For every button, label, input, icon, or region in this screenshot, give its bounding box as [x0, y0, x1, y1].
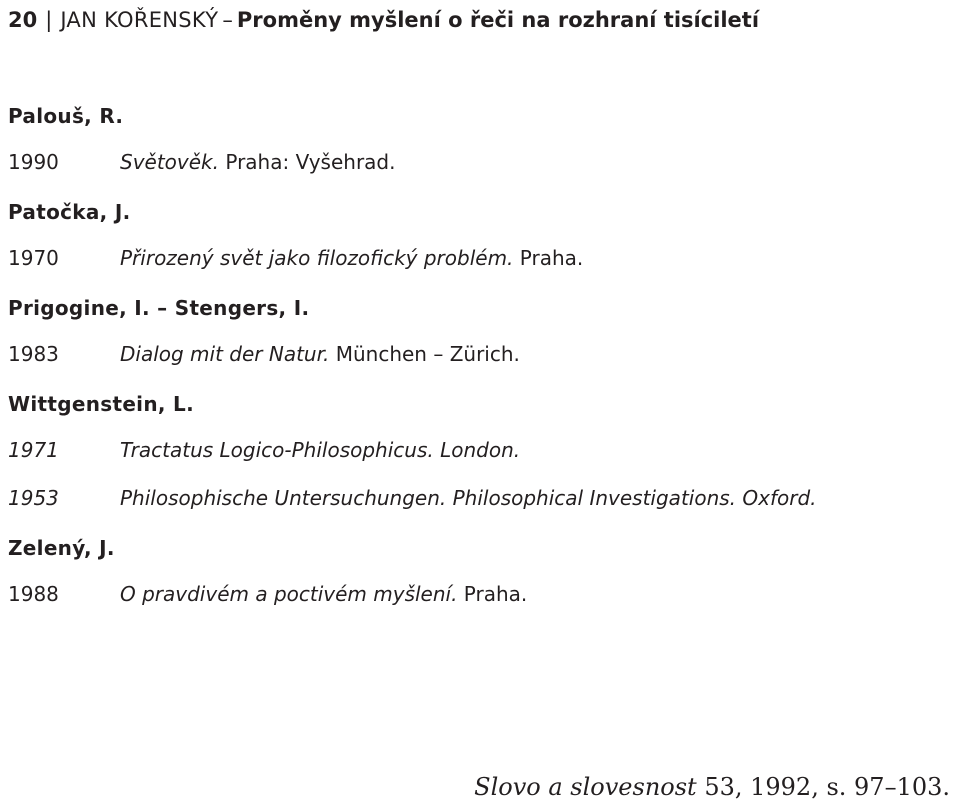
bib-text: [120, 243, 952, 273]
header-title: Proměny myšlení o řeči na rozhraní tisíciletí: [236, 8, 760, 32]
bib-title: Dialog mit der Natur.: [120, 342, 330, 366]
bib-work: [8, 435, 952, 465]
bib-text: [120, 579, 952, 609]
bib-author: Prigogine, I. – Stengers, I.: [8, 296, 310, 320]
bibliography: [8, 103, 952, 609]
header-separator: |: [45, 8, 53, 32]
bib-author: Palouš, R.: [8, 104, 124, 128]
bib-year: 1970: [8, 246, 59, 270]
bib-year: 1971: [8, 438, 59, 462]
bib-work: [8, 579, 952, 609]
header-author: JAN KOŘENSKÝ: [60, 8, 219, 32]
bib-work: [8, 147, 952, 177]
bib-title: Světověk.: [120, 150, 219, 174]
bib-publisher: München – Zürich.: [329, 342, 520, 366]
bib-work: [8, 339, 952, 369]
bib-author: Patočka, J.: [8, 200, 131, 224]
journal-volume: 53, 1992, s. 97–103.: [696, 773, 950, 801]
bib-text: [120, 147, 952, 177]
bib-publisher: Praha.: [513, 246, 584, 270]
bib-publisher: Praha: Vyšehrad.: [219, 150, 396, 174]
header-dash: –: [222, 8, 233, 32]
bib-work: [8, 483, 952, 513]
bib-author: Zelený, J.: [8, 536, 115, 560]
bib-publisher: Praha.: [457, 582, 528, 606]
bib-text: Philosophische Untersuchungen. Philosophical Investigations. Oxford.: [120, 486, 817, 510]
bib-title: O pravdivém a poctivém myšlení.: [120, 582, 458, 606]
bib-year: 1983: [8, 342, 59, 366]
bib-text: [120, 339, 952, 369]
journal-name: Slovo a slovesnost: [474, 773, 697, 801]
journal-citation: [474, 772, 950, 802]
bib-title: Přirozený svět jako filozofický problém.: [120, 246, 514, 270]
page-number: 20: [8, 8, 38, 32]
bib-author: Wittgenstein, L.: [8, 392, 194, 416]
bib-work: [8, 243, 952, 273]
bib-year: 1988: [8, 582, 59, 606]
bib-year: 1990: [8, 150, 59, 174]
running-header: [8, 4, 759, 36]
bib-year: 1953: [8, 486, 59, 510]
bib-text: Tractatus Logico-Philosophicus. London.: [120, 438, 521, 462]
